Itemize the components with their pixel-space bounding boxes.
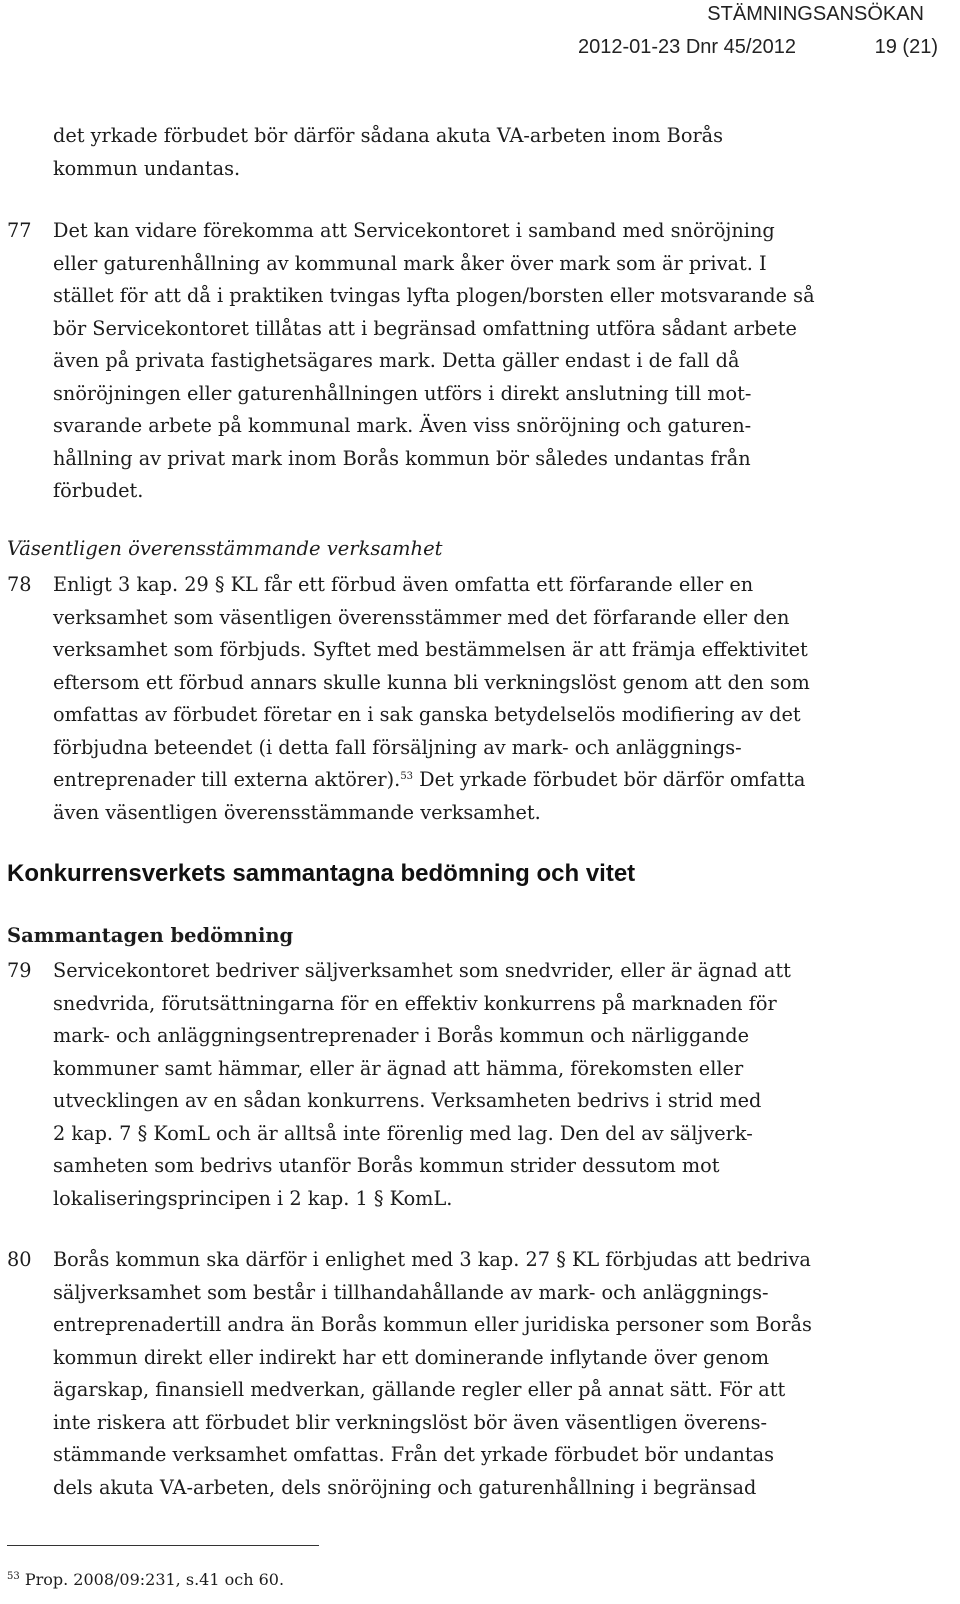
text-line: förbudet. <box>53 479 144 502</box>
text-line: snedvrida, förutsättningarna för en effektiv konkurrens på marknaden för <box>53 991 777 1015</box>
text-line: kommun undantas. <box>53 156 241 180</box>
footnote-text: Prop. 2008/09:231, s.41 och 60. <box>19 1570 285 1589</box>
paragraph-number-79: 79 <box>7 959 32 982</box>
paragraph-80 <box>53 1244 812 1504</box>
text-line: snöröjningen eller gaturenhållningen utförs i direkt anslutning till mot- <box>53 381 752 405</box>
footnote-reference[interactable]: 53 <box>400 771 414 782</box>
text-line: Servicekontoret bedriver säljverksamhet som snedvrider, eller är ägnad att <box>53 959 791 982</box>
text-line: 2 kap. 7 § KomL och är alltså inte förenlig med lag. Den del av säljverk- <box>53 1121 753 1145</box>
text-line: stället för att då i praktiken tvingas lyfta plogen/borsten eller motsvarande så <box>53 284 815 307</box>
text-line: verksamhet som förbjuds. Syftet med bestämmelsen är att främja effektivitet <box>53 638 808 661</box>
text-line: bör Servicekontoret tillåtas att i begränsad omfattning utföra sådant arbete <box>53 316 797 340</box>
section-heading: Konkurrensverkets sammantagna bedömning och vitet <box>7 860 636 887</box>
text-line: omfattas av förbudet företar en i sak ganska betydelselös modifiering av det <box>53 703 801 726</box>
text-line: även väsentligen överensstämmande verksamhet. <box>53 800 541 824</box>
paragraph-77 <box>53 215 815 508</box>
text-line: inte riskera att förbudet blir verkningslöst bör även väsentligen överens- <box>53 1410 768 1434</box>
paragraph-number-80: 80 <box>7 1248 32 1271</box>
footnote-divider <box>7 1545 319 1546</box>
footnote <box>7 1570 284 1589</box>
subheading-overall-assessment: Sammantagen bedömning <box>7 924 294 947</box>
text-line: eller gaturenhållning av kommunal mark åker över mark som är privat. I <box>53 251 767 275</box>
paragraph-78 <box>53 569 810 829</box>
text-line: Det kan vidare förekomma att Servicekontoret i samband med snöröjning <box>53 219 775 242</box>
text-line: lokaliseringsprincipen i 2 kap. 1 § KomL. <box>53 1186 453 1210</box>
text-line: det yrkade förbudet bör därför sådana akuta VA-arbeten inom Borås <box>53 124 724 147</box>
text-line: även på privata fastighetsägares mark. Detta gäller endast i de fall då <box>53 349 740 372</box>
text-line: kommun direkt eller indirekt har ett dominerande inflytande över genom <box>53 1345 770 1369</box>
text-line: samheten som bedrivs utanför Borås kommun strider dessutom mot <box>53 1154 720 1177</box>
text-line: Borås kommun ska därför i enlighet med 3 kap. 27 § KL förbjudas att bedriva <box>53 1248 811 1271</box>
text-line: entreprenadertill andra än Borås kommun eller juridiska personer som Borås <box>53 1313 812 1336</box>
paragraph-number-77: 77 <box>7 219 32 242</box>
text-segment: entreprenader till externa aktörer). <box>53 768 401 791</box>
page-number: 19 (21) <box>874 36 938 58</box>
footnote-number: 53 <box>7 1571 20 1582</box>
text-line: utvecklingen av en sådan konkurrens. Verksamheten bedrivs i strid med <box>53 1089 762 1112</box>
text-line: förbjudna beteendet (i detta fall försäljning av mark- och anläggnings- <box>53 735 742 759</box>
text-line: säljverksamhet som består i tillhandahållande av mark- och anläggnings- <box>53 1280 769 1304</box>
text-line: dels akuta VA-arbeten, dels snöröjning och gaturenhållning i begränsad <box>53 1475 757 1499</box>
text-line: hållning av privat mark inom Borås kommun bör således undantas från <box>53 446 751 470</box>
text-line <box>53 764 810 797</box>
paragraph-79 <box>53 955 791 1215</box>
date-and-case-number: 2012-01-23 Dnr 45/2012 <box>578 36 796 58</box>
text-line: svarande arbete på kommunal mark. Även viss snöröjning och gaturen- <box>53 414 752 437</box>
subheading-substantially-similar-activity: Väsentligen överensstämmande verksamhet <box>7 537 443 560</box>
text-line: mark- och anläggningsentreprenader i Borås kommun och närliggande <box>53 1024 750 1047</box>
text-line: kommuner samt hämmar, eller är ägnad att hämma, förekomsten eller <box>53 1056 744 1080</box>
paragraph-number-78: 78 <box>7 573 32 596</box>
text-line: Enligt 3 kap. 29 § KL får ett förbud även omfatta ett förfarande eller en <box>53 573 754 596</box>
text-line: eftersom ett förbud annars skulle kunna bli verkningslöst genom att den som <box>53 670 810 694</box>
text-line: ägarskap, finansiell medverkan, gällande regler eller på annat sätt. För att <box>53 1378 786 1401</box>
text-segment: Det yrkade förbudet bör därför omfatta <box>413 768 806 791</box>
text-line: stämmande verksamhet omfattas. Från det yrkade förbudet bör undantas <box>53 1443 775 1466</box>
intro-paragraph <box>53 120 723 185</box>
document-type-header: STÄMNINGSANSÖKAN <box>707 3 924 25</box>
text-line: verksamhet som väsentligen överensstämmer med det förfarande eller den <box>53 605 790 629</box>
